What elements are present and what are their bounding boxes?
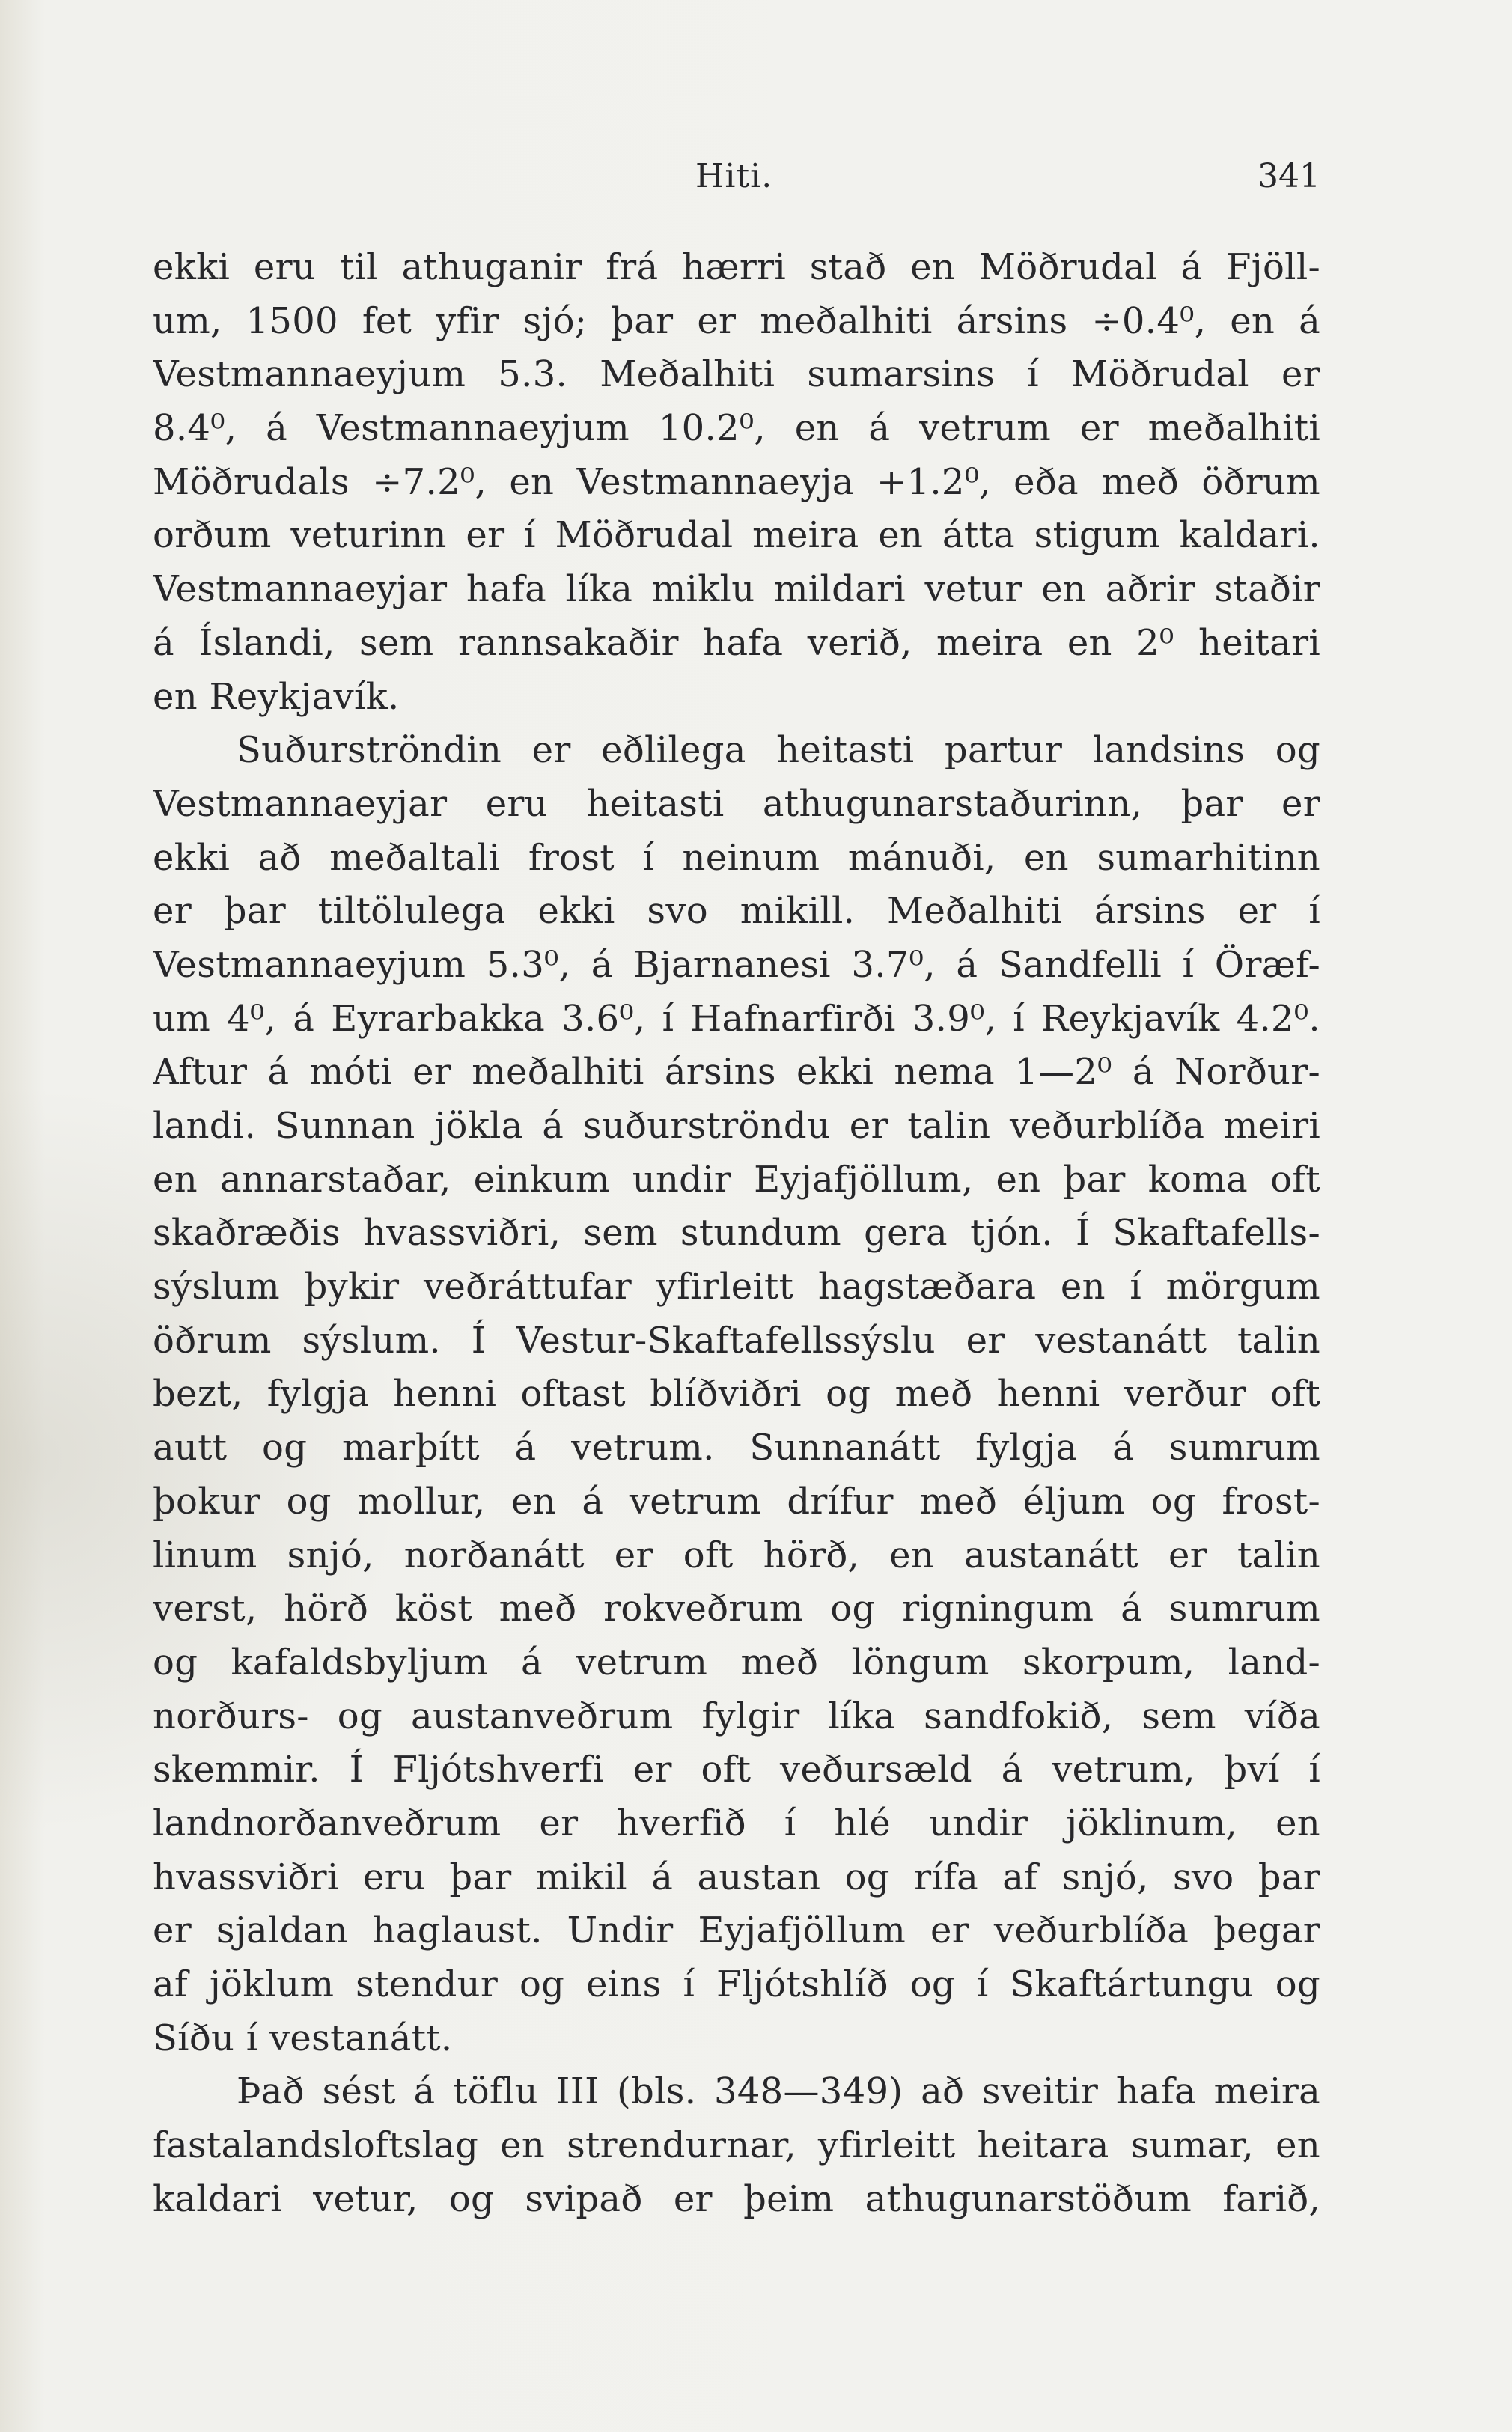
text-line: verst, hörð köst með rokveðrum og rigningum á sumrum [153,1588,1320,1630]
text-line: bezt, fylgja henni oftast blíðviðri og með henni verður oft [153,1373,1320,1415]
text-line: á Íslandi, sem rannsakaðir hafa verið, meira en 2⁰ heitari [153,621,1320,664]
page-number: 341 [1258,157,1320,195]
text-line: Suðurströndin er eðlilega heitasti partur landsins og [237,729,1320,772]
text-line: Síðu í vestanátt. [153,2017,453,2059]
text-line: norðurs- og austanveðrum fylgir líka sandfokið, sem víða [153,1695,1320,1737]
text-line: er þar tiltölulega ekki svo mikill. Meðalhiti ársins er í [153,890,1320,933]
text-line: ekki eru til athuganir frá hærri stað en Möðrudal á Fjöll- [153,246,1320,288]
text-line: er sjaldan haglaust. Undir Eyjafjöllum er veðurblíða þegar [153,1910,1320,1952]
text-line: hvassviðri eru þar mikil á austan og rífa af snjó, svo þar [153,1856,1320,1898]
text-line: af jöklum stendur og eins í Fljótshlíð og í Skaftártungu og [153,1963,1320,2005]
text-line: landi. Sunnan jökla á suðurströndu er talin veðurblíða meiri [153,1105,1320,1147]
text-line: skaðræðis hvassviðri, sem stundum gera tjón. Í Skaftafells- [153,1212,1320,1255]
body-text [153,241,1320,2226]
page-header [153,157,1320,202]
text-line: og kafaldsbyljum á vetrum með löngum skorpum, land- [153,1641,1320,1683]
text-line: autt og marþítt á vetrum. Sunnanátt fylgja á sumrum [153,1427,1320,1469]
text-line: en annarstaðar, einkum undir Eyjafjöllum, en þar koma oft [153,1158,1320,1201]
text-line: linum snjó, norðanátt er oft hörð, en austanátt er talin [153,1534,1320,1576]
text-line: öðrum sýslum. Í Vestur-Skaftafellssýslu er vestanátt talin [153,1319,1320,1362]
text-line: en Reykjavík. [153,675,400,718]
running-title: Hiti. [695,157,773,195]
text-line: fastalandsloftslag en strendurnar, yfirleitt heitara sumar, en [153,2124,1320,2167]
text-line: Vestmannaeyjum 5.3. Meðalhiti sumarsins í Möðrudal er [153,353,1320,396]
text-line: um, 1500 fet yfir sjó; þar er meðalhiti ársins ÷0.4⁰, en á [153,299,1320,342]
text-line: kaldari vetur, og svipað er þeim athugunarstöðum farið, [153,2177,1320,2220]
text-line: um 4⁰, á Eyrarbakka 3.6⁰, í Hafnarfirði 3.9⁰, í Reykjavík 4.2⁰. [153,997,1320,1040]
text-line: Vestmannaeyjar hafa líka miklu mildari vetur en aðrir staðir [153,568,1320,611]
text-line: þokur og mollur, en á vetrum drífur með éljum og frost- [153,1480,1320,1523]
text-line: orðum veturinn er í Möðrudal meira en átta stigum kaldari. [153,514,1320,557]
text-line: 8.4⁰, á Vestmannaeyjum 10.2⁰, en á vetrum er meðalhiti [153,407,1320,450]
text-line: skemmir. Í Fljótshverfi er oft veðursæld á vetrum, því í [153,1749,1320,1791]
text-line: Vestmannaeyjum 5.3⁰, á Bjarnanesi 3.7⁰, á Sandfelli í Öræf- [153,943,1320,986]
text-line: sýslum þykir veðráttufar yfirleitt hagstæðara en í mörgum [153,1266,1320,1308]
text-line: Vestmannaeyjar eru heitasti athugunarstaðurinn, þar er [153,782,1320,825]
text-line: Möðrudals ÷7.2⁰, en Vestmannaeyja +1.2⁰, eða með öðrum [153,460,1320,503]
text-line: Það sést á töflu III (bls. 348—349) að sveitir hafa meira [237,2070,1320,2113]
text-line: Aftur á móti er meðalhiti ársins ekki nema 1—2⁰ á Norður- [153,1051,1320,1094]
text-line: ekki að meðaltali frost í neinum mánuði, en sumarhitinn [153,836,1320,879]
text-line: landnorðanveðrum er hverfið í hlé undir jöklinum, en [153,1802,1320,1844]
